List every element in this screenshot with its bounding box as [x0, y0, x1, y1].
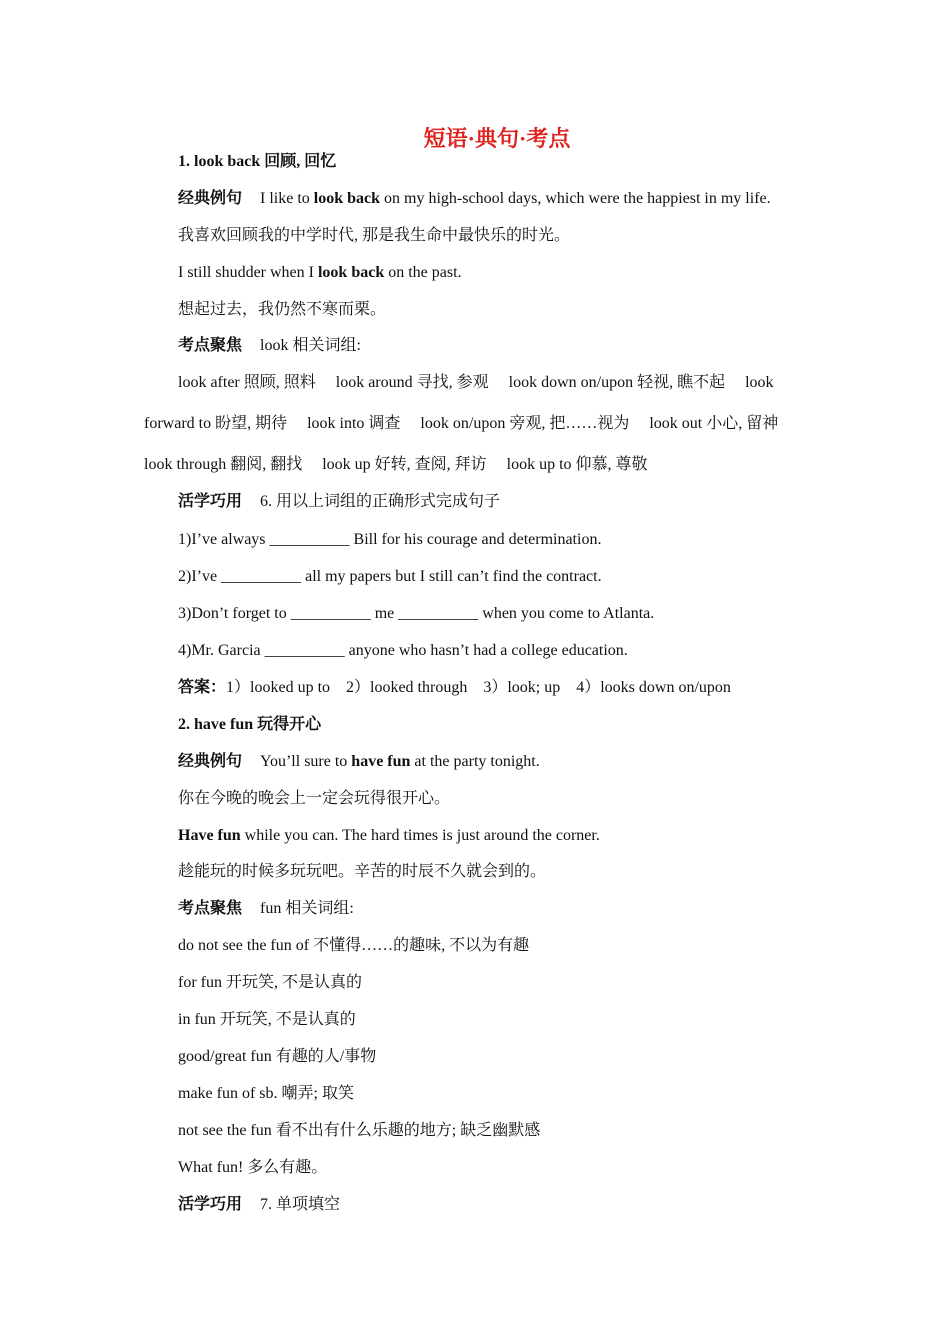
s2-phrase-item: not see the fun 看不出有什么乐趣的地方; 缺乏幽默感 [178, 1122, 541, 1139]
s1-focus: 考点聚焦 look 相关词组: [178, 337, 361, 354]
s2-example-2: Have fun while you can. The hard times is just around the corner. [178, 827, 600, 844]
s1-example-2: I still shudder when I look back on the past. [178, 264, 462, 281]
focus-label: 考点聚焦 [178, 900, 243, 917]
s1-phrase-line-1: look after 照顾, 照料 look around 寻找, 参观 look down on/upon 轻视, 瞧不起 look [178, 374, 774, 391]
s1-question-4: 4)Mr. Garcia __________ anyone who hasn’t had a college education. [178, 642, 628, 659]
answer-label: 答案： [178, 679, 227, 696]
s1-phrase-line-3: look through 翻阅, 翻找 look up 好转, 查阅, 拜访 look up to 仰慕, 尊敬 [144, 456, 648, 473]
s2-example-1: 经典例句 You’ll sure to have fun at the party tonight. [178, 753, 540, 770]
practice-label: 活学巧用 [178, 1196, 243, 1213]
s1-example-2-translation: 想起过去，我仍然不寒而栗。 [178, 301, 387, 318]
section-2-heading: 2. have fun 玩得开心 [178, 716, 322, 733]
s1-question-3: 3)Don’t forget to __________ me __________ when you come to Atlanta. [178, 605, 655, 622]
s2-phrase-item: for fun 开玩笑, 不是认真的 [178, 974, 362, 991]
section-1-heading: 1. look back 回顾, 回忆 [178, 153, 337, 170]
s2-phrase-item: good/great fun 有趣的人/事物 [178, 1048, 377, 1065]
s1-example-1-translation: 我喜欢回顾我的中学时代, 那是我生命中最快乐的时光。 [178, 227, 571, 244]
page-title: 短语·典句·考点 [423, 126, 571, 151]
s2-phrase-item: make fun of sb. 嘲弄; 取笑 [178, 1085, 354, 1102]
focus-label: 考点聚焦 [178, 337, 243, 354]
s2-example-1-translation: 你在今晚的晚会上一定会玩得很开心。 [178, 790, 451, 807]
s2-example-2-translation: 趁能玩的时候多玩玩吧。辛苦的时辰不久就会到的。 [178, 863, 547, 880]
s1-phrase-line-2: forward to 盼望, 期待 look into 调查 look on/upon 旁观, 把……视为 look out 小心, 留神 [144, 415, 779, 432]
s1-example-1: 经典例句 I like to look back on my high-school days, which were the happiest in my life. [178, 190, 771, 207]
example-label: 经典例句 [178, 753, 243, 770]
example-label: 经典例句 [178, 190, 243, 207]
s1-practice: 活学巧用 6. 用以上词组的正确形式完成句子 [178, 493, 501, 510]
s2-phrase-item: in fun 开玩笑, 不是认真的 [178, 1011, 356, 1028]
s1-question-1: 1)I’ve always __________ Bill for his courage and determination. [178, 531, 602, 548]
s1-question-2: 2)I’ve __________ all my papers but I still can’t find the contract. [178, 568, 602, 585]
s2-focus: 考点聚焦 fun 相关词组: [178, 900, 354, 917]
s2-practice: 活学巧用 7. 单项填空 [178, 1196, 341, 1213]
s2-phrase-item: do not see the fun of 不懂得……的趣味, 不以为有趣 [178, 937, 530, 954]
practice-label: 活学巧用 [178, 493, 243, 510]
s2-phrase-item: What fun! 多么有趣。 [178, 1159, 328, 1176]
s1-answer: 答案：1）looked up to 2）looked through 3）look; up 4）looks down on/upon [178, 679, 731, 696]
